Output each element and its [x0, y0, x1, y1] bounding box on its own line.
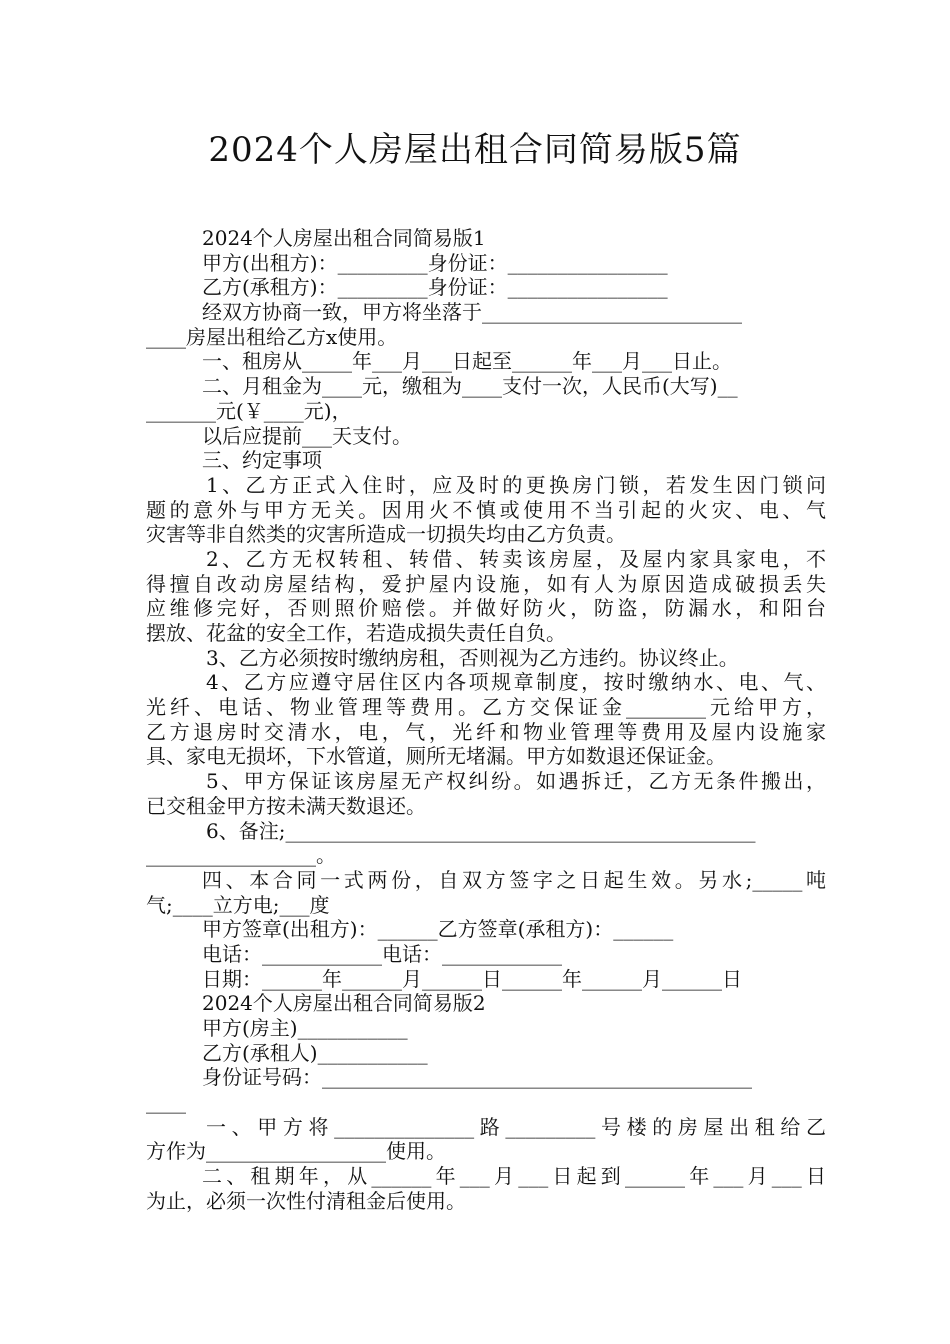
- text-line: 具、家电无损坏，下水管道，厕所无堵漏。甲方如数退还保证金。: [146, 744, 726, 769]
- text-line: 气;____立方电;___度: [146, 892, 330, 917]
- text-line: 题的意外与甲方无关。因用火不慎或使用不当引起的火灾、电、气: [146, 497, 826, 522]
- text-line: 一、甲方将______________路_________号楼的房屋出租给乙: [206, 1114, 826, 1139]
- text-line: ____: [146, 1090, 186, 1115]
- text-line: 灾害等非自然类的灾害所造成一切损失均由乙方负责。: [146, 522, 626, 547]
- text-line: 4、乙方应遵守居住区内各项规章制度，按时缴纳水、电、气、: [206, 670, 826, 695]
- text-line: 应维修完好，否则照价赔偿。并做好防火，防盗，防漏水，和阳台: [146, 596, 826, 621]
- document-body: [146, 226, 826, 1214]
- document-title: 2024个人房屋出租合同简易版5篇: [208, 130, 742, 170]
- text-line: 3、乙方必须按时缴纳房租，否则视为乙方违约。协议终止。: [206, 645, 739, 670]
- text-line: 以后应提前___天支付。: [202, 423, 412, 448]
- text-line: 乙方退房时交清水，电，气，光纤和物业管理等费用及屋内设施家: [146, 719, 826, 744]
- text-line: 2、乙方无权转租、转借、转卖该房屋，及屋内家具家电，不: [206, 546, 826, 571]
- text-line: 乙方(承租方)：_________身份证：________________: [202, 275, 668, 300]
- text-line: 一、租房从_____年___月___日起至______年___月___日止。: [202, 349, 732, 374]
- text-line: 2024个人房屋出租合同简易版2: [202, 991, 486, 1016]
- text-line: 光纤、电话、物业管理等费用。乙方交保证金________元给甲方，: [146, 695, 826, 720]
- text-line: 1、乙方正式入住时，应及时的更换房门锁，若发生因门锁问: [206, 472, 826, 497]
- text-line: ____房屋出租给乙方x使用。: [146, 324, 398, 349]
- text-line: 摆放、花盆的安全工作，若造成损失责任自负。: [146, 621, 566, 645]
- text-line: 二、租期年，从______年___月___日起到______年___月___日: [202, 1164, 826, 1189]
- text-line: 乙方(承租人)___________: [202, 1040, 428, 1065]
- text-line: 甲方(房主)___________: [202, 1016, 408, 1040]
- text-line: 已交租金甲方按未满天数退还。: [146, 793, 426, 818]
- text-line: 甲方(出租方)：_________身份证：________________: [202, 250, 668, 275]
- text-line: _______元(￥____元)，: [146, 398, 352, 423]
- text-line: 电话：____________电话：____________: [202, 941, 562, 966]
- text-line: 经双方协商一致，甲方将坐落于__________________________: [202, 300, 742, 325]
- text-line: 6、备注;_______________________________________________: [206, 818, 756, 843]
- text-line: 得擅自改动房屋结构，爱护屋内设施，如有人为原因造成破损丢失: [146, 571, 826, 596]
- text-line: 方作为__________________使用。: [146, 1139, 446, 1164]
- text-line: 5、甲方保证该房屋无产权纠纷。如遇拆迁，乙方无条件搬出，: [206, 769, 826, 794]
- text-line: 日期：______年______月______日______年______月______日: [202, 966, 742, 991]
- text-line: 二、月租金为____元，缴租为____支付一次，人民币(大写)__: [202, 374, 738, 399]
- text-line: _________________。: [146, 843, 336, 868]
- text-line: 甲方签章(出租方)：______乙方签章(承租方)：______: [202, 917, 674, 942]
- text-line: 四、本合同一式两份，自双方签字之日起生效。另水;_____吨: [202, 867, 826, 892]
- text-line: 2024个人房屋出租合同简易版1: [202, 226, 486, 250]
- text-line: 身份证号码：___________________________________________: [202, 1065, 752, 1090]
- text-line: 三、约定事项: [202, 448, 322, 473]
- text-line: 为止，必须一次性付清租金后使用。: [146, 1188, 466, 1213]
